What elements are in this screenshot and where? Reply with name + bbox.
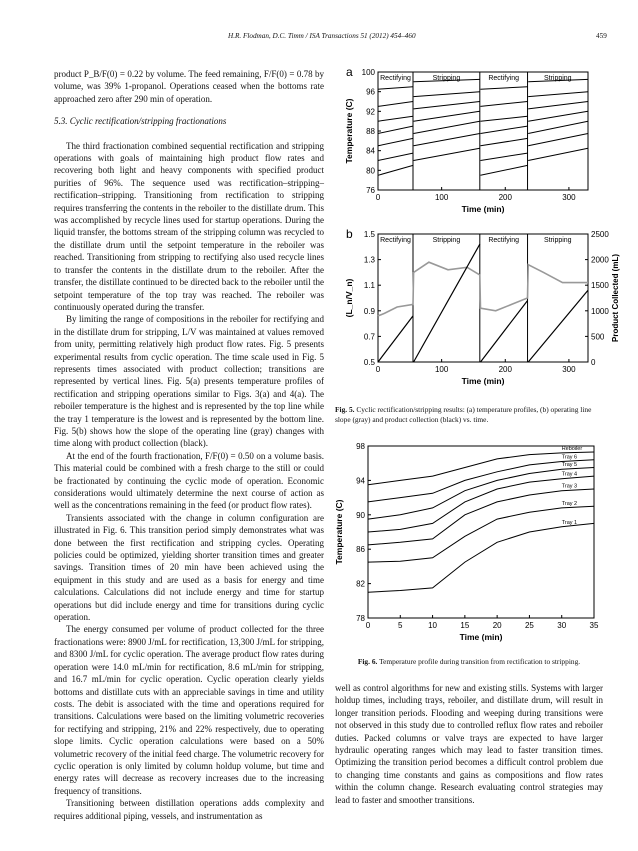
fig5-caption-label: Fig. 5. [335,405,355,414]
y-tick-label: 1.1 [363,281,375,291]
y-tick-label: 82 [356,579,365,589]
series-line-tray-2 [481,153,528,160]
y-axis-label: (L_n/V_n) [344,278,354,318]
section-heading: 5.3. Cyclic rectification/stripping fractionations [54,116,227,127]
series-line-tray-6 [378,102,413,107]
phase-label: Rectifying [488,237,520,244]
series-line-tray-4 [528,111,588,121]
x-tick-label: 200 [498,193,512,202]
series-label: Reboiler [561,445,583,452]
series-line-tray-5 [481,116,528,121]
paragraph: At the end of the fourth fractionation, F/F(0) = 0.50 on a volume basis. This material could be combined with a fresh charge to the still or could be fractionated by continuing the cyclic mode of operation. Economic considerations would ultimately determine the next course of action as well as the concentrations remaining in the feed (or product flow rates). [54,450,324,511]
x-tick-label: 25 [524,621,534,630]
y-tick-label: 1.3 [363,255,375,265]
series-line-tray-1 [481,165,528,175]
x-tick-label: 300 [562,193,576,202]
series-line-tray-6 [481,102,528,107]
series-line-tray-4 [414,111,480,121]
x-tick-label: 30 [557,621,567,630]
x-tick-label: 200 [498,365,512,374]
y2-axis-label: Product Collected (mL) [611,253,620,343]
series-line-tray-5 [368,468,594,520]
phase-label: Stripping [432,75,461,82]
series-line-tray-3 [414,121,480,133]
x-axis-label: Time (min) [461,376,505,386]
y2-tick-label: 1000 [591,306,609,316]
y-tick-label: 90 [356,510,365,520]
phase-label: Rectifying [380,75,411,82]
fig6-caption-label: Fig. 6. [357,657,378,666]
y-axis-label: Temperature (C) [334,499,344,565]
series-line-product-collected [528,290,588,362]
plot-frame [378,234,588,362]
x-tick-label: 100 [434,193,449,202]
page-number: 459 [596,32,607,40]
y-tick-label: 88 [366,127,375,136]
series-line-product-collected [414,244,480,362]
series-line-tray-4 [481,126,528,133]
series-label: Tray 1 [561,519,578,526]
series-line-tray-4 [378,126,413,133]
x-tick-label: 100 [434,365,449,374]
paragraph: The energy consumed per volume of product collected for the three fractionations were: 8900 J/mL for rectification, 13,300 J/mL for stripping, and 8300 J/mL for cyclic operation. The average product flow rates during operation were 14.0 mL/min for rectification, 8.6 mL/min for stripping, and 16.7 mL/min for cyclic operation. Cyclic operation clearly yields bottoms and distillate cuts with an appreciable savings in time and utility costs. The debit is associated with the time and operations required for transitions. Calculations were based on the limiting volumetric recoveries for rectifying and stripping, 21% and 22% respectively, due to operating slope limits. Cyclic operation calculations were based on a 50% volumetric recovery of the initial feed charge. The volumetric recovery for cyclic operation is only limited by column holdup volume, but time and energy rates will decrease as recovery increases due to the increasing frequency of transitions. [54,624,324,796]
series-line-tray-1 [528,148,588,160]
series-line-tray-4 [368,476,594,532]
x-tick-label: 0 [375,365,381,374]
x-tick-label: 300 [562,365,576,374]
series-line-tray-1 [368,523,594,592]
fig6-caption-text: Temperature profile during transition from rectification to stripping. [379,657,581,666]
phase-label: Stripping [432,237,461,244]
paragraph: Transitioning between distillation operations adds complexity and requires additional piping, vessels, and instrumentation as [54,798,324,821]
x-tick-label: 15 [460,621,470,630]
series-label: Tray 3 [561,483,578,490]
series-line-tray-6 [414,92,480,97]
series-line-tray-3 [378,138,413,145]
y-tick-label: 1.5 [363,230,375,239]
y-tick-label: 94 [356,476,365,486]
header-citation: H.R. Flodman, D.C. Timm / ISA Transactions 51 (2012) 454–460 [228,32,416,40]
y-tick-label: 92 [366,107,375,117]
series-line-tray-5 [528,102,588,109]
paragraph: By limiting the range of compositions in the reboiler for rectifying and in the distillate drum for stripping, L/V was maintained at values removed from unity, permitting relatively high product flow rates. Fig. 5 presents experimental results from cyclic operation. The time scale used in Fig. 5 represents times associated with product collection; transitions are represented by vertical lines. Fig. 5(a) presents temperature profiles of rectification and stripping operations similar to Figs. 3(a) and 4(a). The reboiler temperature is the highest and is represented by the top line while the tray 1 temperature is the lowest and is represented by the bottom line. Fig. 5(b) shows how the slope of the operating line (gray) changes with time along with product collection (black). [54,314,324,449]
x-tick-label: 0 [365,621,371,630]
phase-label: Stripping [543,75,572,82]
paragraph: The third fractionation combined sequential rectification and stripping operations with goals of maintaining high product flow rates and recovering both light and heavy components with specified product purities of 96%. The sequence used was rectification–stripping–rectification–stripping. Transitioning from rectification to stripping requires transferring the contents in the reboiler to the distillate drum. This was accomplished by recycle lines used for startup operations. During the liquid transfer, the bottoms stream of the stripping column was recycled to the distillate drum until the setpoint temperature in the reboiler was reached. Transitioning from stripping to rectifying also used recycle lines to transfer the contents in the distillate drum to the reboiler. After the transfer, the distillate continued to be directed back to the reboiler until the setpoint temperature of the top tray was reached. The reboiler was continuously operated during the transfer. [54,140,324,312]
y-axis-label: Temperature (C) [344,98,354,164]
fig5b-chart [340,226,620,391]
y2-tick-label: 500 [591,332,605,342]
series-line-tray-6 [528,92,588,97]
x-axis-label: Time (min) [459,632,503,642]
y-tick-label: 100 [361,68,375,77]
series-line-tray-2 [378,153,413,160]
series-line-tray-5 [378,116,413,121]
paragraph: well as control algorithms for new and existing stills. Systems with larger holdup times, including trays, reboiler, and distillate drum, will result in longer transition periods. Flooding and weeping during transitions were not observed in this study due to controlled reflux flow rates and reboiler duties. Packed columns or valve trays are expected to have larger hydraulic operating ranges which may lead to faster transition times. Optimizing the transition period becomes a difficult control problem due to changing time constants and gains as compositions and flow rates within the column change. Research evaluating control strategies may lead to faster and smoother transitions. [335,683,603,805]
x-tick-label: 10 [428,621,438,630]
y-tick-label: 76 [366,186,375,195]
panel-label: a [346,65,353,79]
series-line-reboiler [368,452,594,485]
fig5a-chart [340,62,605,222]
x-tick-label: 0 [375,193,381,202]
fig5-caption-text: Cyclic rectification/stripping results: (a) temperature profiles, (b) operating line slope (gray) and product collection (black) vs. time. [335,405,592,424]
y-tick-label: 78 [356,614,365,623]
series-line-operating-slope [378,262,588,316]
phase-label: Stripping [543,237,572,244]
panel-label: b [346,227,353,241]
y-tick-label: 0.5 [363,358,375,367]
y-tick-label: 84 [366,146,375,156]
series-line-tray-2 [528,134,588,146]
phase-label: Rectifying [488,75,520,82]
phase-label: Rectifying [380,237,411,244]
y-tick-label: 86 [356,545,365,555]
series-label: Tray 4 [561,471,578,478]
series-line-reboiler [378,87,413,89]
left-column [54,68,324,822]
fig6-caption [335,657,603,667]
series-line-tray-1 [414,148,480,160]
y2-tick-label: 2500 [591,230,609,239]
y-tick-label: 0.9 [363,306,375,316]
series-label: Tray 5 [561,462,578,469]
series-line-tray-3 [528,121,588,133]
paragraph: Transients associated with the change in column configuration are illustrated in Fig. 6. This transition period simply demonstrates what was done between the first rectification and stripping cycles. Operating policies could be optimized, yielding shorter transition times and greater savings. Transition times of 20 min have been achieved using the equipment in this study and are used as a basis for energy and time calculations. Calculations did not include energy and time for startup operations but did include energy and time for transitions during cyclic operation. [54,512,324,623]
x-tick-label: 5 [398,621,403,630]
x-axis-label: Time (min) [461,204,505,214]
series-line-reboiler [481,87,528,89]
series-label: Tray 2 [561,500,578,507]
plot-frame [368,446,594,618]
paragraph: product P_B/F(0) = 0.22 by volume. The feed remaining, F/F(0) = 0.78 by volume, was 39% 1-propanol. Operations ceased when the bottoms rate approached zero after 290 min of operation. [54,69,324,104]
y-tick-label: 80 [366,166,375,176]
series-line-tray-2 [414,134,480,146]
y2-tick-label: 0 [591,358,596,367]
series-line-tray-3 [481,138,528,145]
fig6-chart [334,440,605,650]
fig5-caption [335,405,603,425]
series-line-tray-1 [378,165,413,175]
series-line-product-collected [378,316,413,362]
y-tick-label: 98 [356,442,365,451]
y-tick-label: 0.7 [363,332,375,342]
y2-tick-label: 2000 [591,255,609,265]
x-tick-label: 35 [589,621,599,630]
series-line-tray-5 [414,102,480,109]
y-tick-label: 96 [366,87,375,97]
x-tick-label: 20 [492,621,502,630]
y2-tick-label: 1500 [591,281,609,291]
plot-frame [378,72,588,190]
right-column [335,682,603,806]
series-label: Tray 6 [561,454,578,461]
